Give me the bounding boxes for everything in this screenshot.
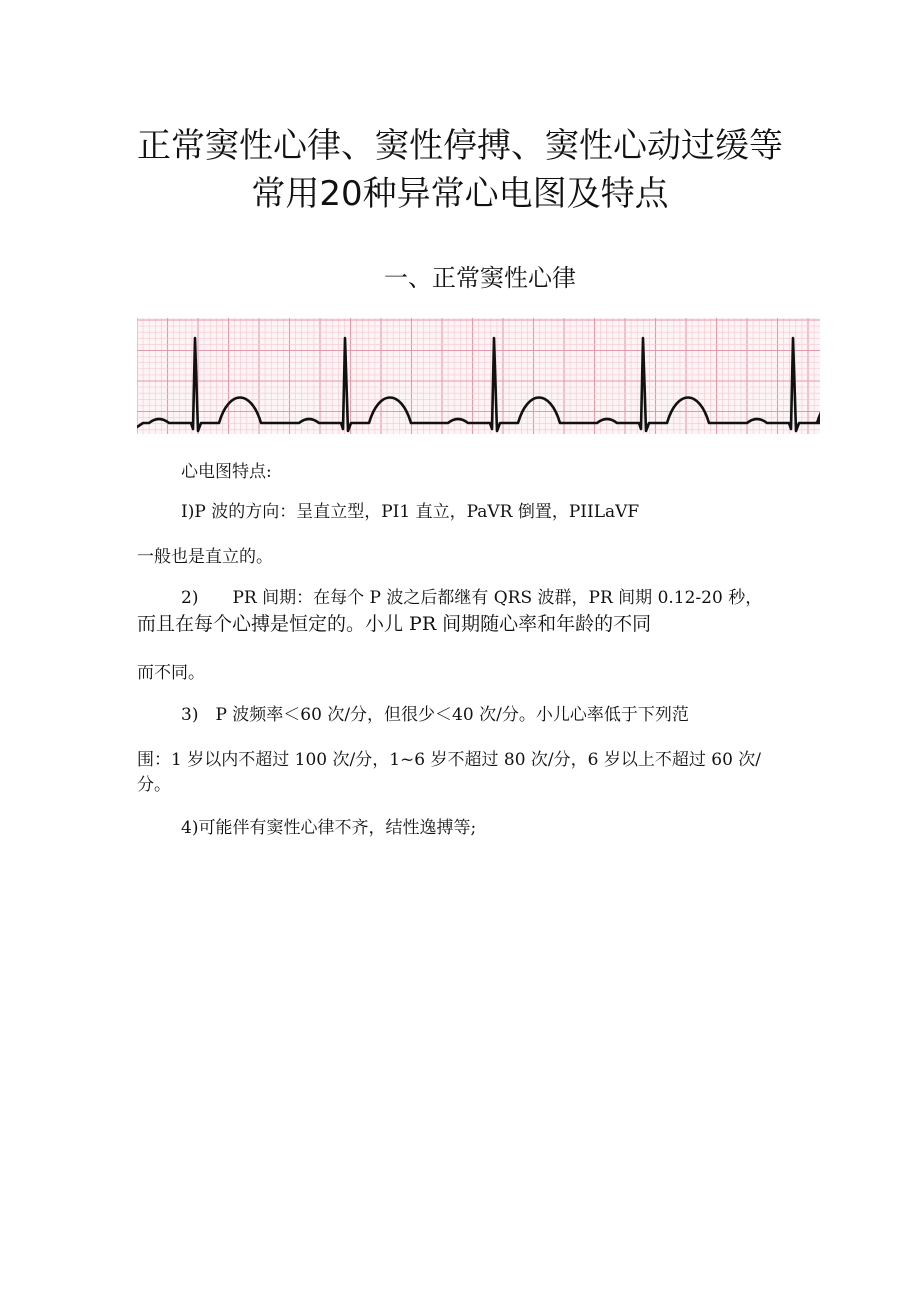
document-title-line-1: 正常窦性心律、窦性停搏、窦性心动过缓等: [137, 126, 783, 166]
paragraph-4-line-1: 4)可能伴有窦性心律不齐，结性逸搏等;: [181, 818, 477, 838]
paragraph-1-line-1: I)P 波的方向：呈直立型，PI1 直立，PaVR 倒置，PIILaVF: [181, 502, 640, 522]
paragraph-intro: 心电图特点:: [181, 462, 272, 482]
paragraph-2-line-3: 而不同。: [137, 663, 205, 683]
paragraph-2-line-2: 而且在每个心搏是恒定的。小儿 PR 间期随心率和年龄的不同: [137, 613, 652, 635]
ecg-grid: [137, 318, 820, 434]
paragraph-3-line-3: 分。: [137, 775, 171, 795]
section-heading: 一、正常窦性心律: [384, 264, 576, 292]
paragraph-2-line-1: 2) PR 间期：在每个 P 波之后都继有 QRS 波群，PR 间期 0.12-20 秒，: [181, 588, 763, 608]
document-title-line-2: 常用20种异常心电图及特点: [251, 174, 669, 214]
paragraph-1-line-2: 一般也是直立的。: [137, 547, 273, 567]
paragraph-3-line-2: 围：1 岁以内不超过 100 次/分，1~6 岁不超过 80 次/分，6 岁以上不超过 60 次/: [137, 750, 762, 770]
ecg-strip-image: [137, 318, 820, 434]
paragraph-3-line-1: 3) P 波频率＜60 次/分，但很少＜40 次/分。小儿心率低于下列范: [181, 705, 689, 725]
